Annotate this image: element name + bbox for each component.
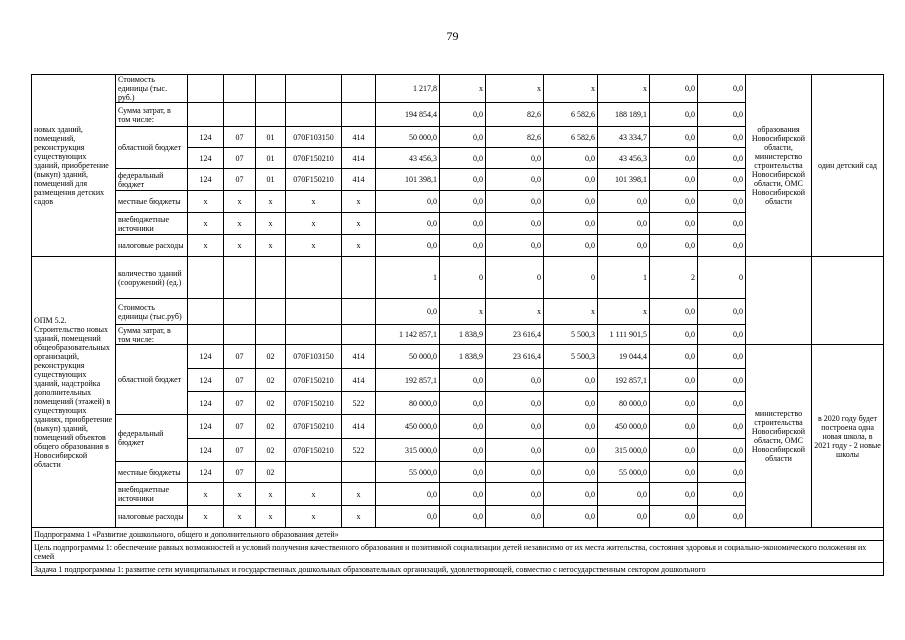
vr-cell: 414 [342, 369, 376, 392]
indicator-cell: внебюджетные источники [116, 483, 188, 506]
value-cell: 0,0 [650, 148, 698, 169]
pr-cell: 02 [256, 462, 286, 483]
value-cell: 0,0 [598, 506, 650, 528]
rz-cell [224, 299, 256, 325]
value-cell: 0,0 [698, 127, 746, 148]
value-cell: 0,0 [376, 213, 440, 235]
value-cell: 0,0 [650, 325, 698, 345]
rz-cell [224, 325, 256, 345]
table-row [32, 75, 884, 103]
grbs-cell: x [188, 506, 224, 528]
value-cell: 0,0 [440, 127, 486, 148]
csr-cell: x [286, 483, 342, 506]
csr-cell: 070F103150 [286, 127, 342, 148]
value-cell: 0,0 [698, 103, 746, 127]
value-cell: 0,0 [698, 169, 746, 191]
grbs-cell: x [188, 483, 224, 506]
rz-cell: 07 [224, 369, 256, 392]
indicator-cell: налоговые расходы [116, 235, 188, 257]
csr-cell: x [286, 506, 342, 528]
value-cell: 0,0 [698, 506, 746, 528]
csr-cell: 070F103150 [286, 345, 342, 369]
value-cell: 315 000,0 [598, 439, 650, 462]
value-cell: 0,0 [650, 483, 698, 506]
pr-cell: 02 [256, 439, 286, 462]
csr-cell: x [286, 235, 342, 257]
vr-cell: x [342, 191, 376, 213]
value-cell: x [440, 299, 486, 325]
table-row [32, 563, 884, 576]
value-cell: 0,0 [698, 392, 746, 415]
value-cell: 1 [376, 257, 440, 299]
grbs-cell [188, 103, 224, 127]
value-cell: 0,0 [650, 127, 698, 148]
value-cell: 0,0 [650, 75, 698, 103]
rz-cell: 07 [224, 169, 256, 191]
value-cell: 0,0 [486, 392, 544, 415]
csr-cell [286, 325, 342, 345]
grbs-cell: 124 [188, 462, 224, 483]
value-cell: 0,0 [650, 506, 698, 528]
pr-cell: 01 [256, 148, 286, 169]
value-cell: 0,0 [486, 191, 544, 213]
table-row [32, 257, 884, 299]
indicator-cell: Стоимость единицы (тыс.руб) [116, 299, 188, 325]
value-cell: 0,0 [544, 439, 598, 462]
value-cell: 6 582,6 [544, 103, 598, 127]
rz-cell: x [224, 235, 256, 257]
csr-cell [286, 75, 342, 103]
value-cell: 43 456,3 [598, 148, 650, 169]
grbs-cell: 124 [188, 369, 224, 392]
value-cell: 0,0 [650, 439, 698, 462]
program-table [31, 74, 884, 576]
grbs-cell [188, 325, 224, 345]
value-cell: 5 500,3 [544, 325, 598, 345]
footer-subprogram: Подпрограмма 1 «Развитие дошкольного, общего и дополнительного образования детей» [32, 528, 884, 541]
value-cell: 0,0 [440, 462, 486, 483]
value-cell: x [544, 299, 598, 325]
pr-cell [256, 325, 286, 345]
vr-cell [342, 325, 376, 345]
table-row [32, 528, 884, 541]
value-cell: 0,0 [376, 299, 440, 325]
pr-cell [256, 103, 286, 127]
csr-cell: x [286, 191, 342, 213]
vr-cell: x [342, 506, 376, 528]
vr-cell [342, 462, 376, 483]
value-cell: 0,0 [698, 299, 746, 325]
value-cell: 55 000,0 [598, 462, 650, 483]
pr-cell: 01 [256, 169, 286, 191]
vr-cell [342, 103, 376, 127]
vr-cell: x [342, 235, 376, 257]
vr-cell: 522 [342, 439, 376, 462]
value-cell: 0,0 [650, 299, 698, 325]
value-cell: 0,0 [376, 506, 440, 528]
value-cell: 0 [440, 257, 486, 299]
value-cell: 0,0 [698, 75, 746, 103]
value-cell: 0,0 [440, 169, 486, 191]
value-cell: 0,0 [698, 325, 746, 345]
value-cell: 0,0 [698, 235, 746, 257]
value-cell: 82,6 [486, 103, 544, 127]
value-cell: 1 838,9 [440, 345, 486, 369]
value-cell: 23 616,4 [486, 345, 544, 369]
value-cell: 0,0 [698, 345, 746, 369]
value-cell: 0,0 [486, 213, 544, 235]
pr-cell: 02 [256, 392, 286, 415]
result-cell: в 2020 году будет построена одна новая школа, в 2021 году - 2 новые школы [812, 345, 884, 528]
grbs-cell [188, 75, 224, 103]
value-cell: 101 398,1 [376, 169, 440, 191]
indicator-cell: Сумма затрат, в том числе: [116, 325, 188, 345]
value-cell: 0,0 [698, 439, 746, 462]
grbs-cell [188, 257, 224, 299]
rz-cell [224, 75, 256, 103]
value-cell: x [544, 75, 598, 103]
value-cell: 450 000,0 [376, 415, 440, 439]
value-cell: 80 000,0 [598, 392, 650, 415]
value-cell: 0,0 [440, 213, 486, 235]
rz-cell: 07 [224, 148, 256, 169]
value-cell: 0 [698, 257, 746, 299]
value-cell: 1 142 857,1 [376, 325, 440, 345]
grbs-cell: x [188, 235, 224, 257]
value-cell: 0,0 [376, 483, 440, 506]
vr-cell: 414 [342, 127, 376, 148]
value-cell: 0,0 [650, 369, 698, 392]
csr-cell: 070F150210 [286, 439, 342, 462]
rz-cell: x [224, 483, 256, 506]
csr-cell [286, 103, 342, 127]
pr-cell: x [256, 213, 286, 235]
value-cell: 0,0 [544, 506, 598, 528]
value-cell: x [598, 75, 650, 103]
value-cell: 0,0 [650, 169, 698, 191]
pr-cell: x [256, 191, 286, 213]
value-cell: 0,0 [544, 169, 598, 191]
value-cell: 188 189,1 [598, 103, 650, 127]
value-cell: 0,0 [440, 191, 486, 213]
indicator-cell: налоговые расходы [116, 506, 188, 528]
value-cell: 0,0 [650, 345, 698, 369]
rz-cell [224, 257, 256, 299]
rz-cell: 07 [224, 127, 256, 148]
value-cell: 0,0 [544, 235, 598, 257]
value-cell: 0,0 [486, 235, 544, 257]
value-cell: 6 582,6 [544, 127, 598, 148]
csr-cell: 070F150210 [286, 148, 342, 169]
value-cell: 19 044,4 [598, 345, 650, 369]
value-cell: 0,0 [486, 483, 544, 506]
value-cell: 50 000,0 [376, 127, 440, 148]
value-cell: 1 [598, 257, 650, 299]
grbs-cell: 124 [188, 345, 224, 369]
csr-cell: 070F150210 [286, 369, 342, 392]
value-cell: 0,0 [650, 235, 698, 257]
value-cell: 23 616,4 [486, 325, 544, 345]
value-cell: 0 [544, 257, 598, 299]
csr-cell: 070F150210 [286, 415, 342, 439]
value-cell: 0,0 [698, 483, 746, 506]
pr-cell: 02 [256, 369, 286, 392]
value-cell: 80 000,0 [376, 392, 440, 415]
value-cell: 50 000,0 [376, 345, 440, 369]
indicator-cell: Стоимость единицы (тыс. руб.) [116, 75, 188, 103]
indicator-cell: внебюджетные источники [116, 213, 188, 235]
value-cell: 43 334,7 [598, 127, 650, 148]
vr-cell: 522 [342, 392, 376, 415]
value-cell: 0,0 [440, 235, 486, 257]
pr-cell [256, 75, 286, 103]
value-cell: 0,0 [486, 169, 544, 191]
indicator-cell: Сумма затрат, в том числе: [116, 103, 188, 127]
rz-cell: x [224, 191, 256, 213]
rz-cell: x [224, 213, 256, 235]
rz-cell [224, 103, 256, 127]
value-cell: 0,0 [440, 392, 486, 415]
value-cell: 0,0 [650, 392, 698, 415]
rz-cell: 07 [224, 439, 256, 462]
executor-empty-cell [746, 257, 812, 345]
value-cell: 0,0 [440, 483, 486, 506]
value-cell: 0,0 [650, 191, 698, 213]
executor-cell: образования Новосибирской области, министерство строительства Новосибирской области, ОМС Новосибирской области [746, 75, 812, 257]
event-cell: новых зданий, помещений, реконструкция существующих зданий, приобретение (выкуп) зданий, помещений для размещения детских садов [32, 75, 116, 257]
value-cell: 0,0 [544, 369, 598, 392]
footer-goal: Цель подпрограммы 1: обеспечение равных возможностей и условий получения качественного образования и позитивной социализации детей независимо от их места жительства, состояния здоровья и социально-экономического положения их семей [32, 541, 884, 563]
value-cell: 0,0 [440, 103, 486, 127]
value-cell: 0,0 [650, 103, 698, 127]
value-cell: 192 857,1 [376, 369, 440, 392]
pr-cell: 02 [256, 415, 286, 439]
value-cell: 0,0 [486, 439, 544, 462]
csr-cell [286, 462, 342, 483]
grbs-cell: 124 [188, 439, 224, 462]
value-cell: 0,0 [650, 213, 698, 235]
pr-cell [256, 257, 286, 299]
value-cell: 0,0 [486, 415, 544, 439]
value-cell: 0,0 [698, 415, 746, 439]
rz-cell: 07 [224, 462, 256, 483]
value-cell: 0,0 [598, 235, 650, 257]
vr-cell [342, 257, 376, 299]
value-cell: 0,0 [598, 191, 650, 213]
value-cell: 5 500,3 [544, 345, 598, 369]
value-cell: 0,0 [544, 191, 598, 213]
vr-cell: 414 [342, 169, 376, 191]
pr-cell: 01 [256, 127, 286, 148]
indicator-cell: федеральный бюджет [116, 169, 188, 191]
value-cell: 315 000,0 [376, 439, 440, 462]
value-cell: 1 838,9 [440, 325, 486, 345]
result-cell: один детский сад [812, 75, 884, 257]
vr-cell: x [342, 213, 376, 235]
vr-cell: 414 [342, 345, 376, 369]
value-cell: 0,0 [486, 506, 544, 528]
value-cell: 0,0 [376, 235, 440, 257]
value-cell: 450 000,0 [598, 415, 650, 439]
value-cell: 0,0 [544, 148, 598, 169]
value-cell: 0,0 [440, 506, 486, 528]
value-cell: 0,0 [544, 483, 598, 506]
value-cell: 55 000,0 [376, 462, 440, 483]
grbs-cell [188, 299, 224, 325]
value-cell: x [440, 75, 486, 103]
value-cell: 101 398,1 [598, 169, 650, 191]
value-cell: 0,0 [440, 439, 486, 462]
executor-cell: министерство строительства Новосибирской области, ОМС Новосибирской области [746, 345, 812, 528]
pr-cell [256, 299, 286, 325]
value-cell: 0,0 [440, 369, 486, 392]
value-cell: 0,0 [650, 462, 698, 483]
value-cell: 43 456,3 [376, 148, 440, 169]
value-cell: 0,0 [440, 148, 486, 169]
grbs-cell: 124 [188, 392, 224, 415]
value-cell: 0,0 [598, 483, 650, 506]
csr-cell [286, 257, 342, 299]
value-cell: 0,0 [544, 462, 598, 483]
value-cell: 0,0 [698, 148, 746, 169]
csr-cell [286, 299, 342, 325]
vr-cell [342, 299, 376, 325]
pr-cell: x [256, 235, 286, 257]
value-cell: 0,0 [698, 191, 746, 213]
pr-cell: x [256, 483, 286, 506]
value-cell: x [486, 75, 544, 103]
pr-cell: x [256, 506, 286, 528]
result-empty-cell [812, 257, 884, 345]
csr-cell: x [286, 213, 342, 235]
footer-task: Задача 1 подпрограммы 1: развитие сети муниципальных и государственных дошкольных образовательных организаций, удовлетворяющей, совместно с негосударственным сектором дошкольного [32, 563, 884, 576]
value-cell: 0 [486, 257, 544, 299]
table-row [32, 345, 884, 369]
value-cell: 0,0 [376, 191, 440, 213]
grbs-cell: x [188, 213, 224, 235]
value-cell: 1 217,8 [376, 75, 440, 103]
grbs-cell: 124 [188, 415, 224, 439]
rz-cell: 07 [224, 415, 256, 439]
value-cell: 0,0 [598, 213, 650, 235]
value-cell: 0,0 [486, 462, 544, 483]
value-cell: 194 854,4 [376, 103, 440, 127]
csr-cell: 070F150210 [286, 169, 342, 191]
vr-cell: x [342, 483, 376, 506]
value-cell: 0,0 [698, 369, 746, 392]
grbs-cell: x [188, 191, 224, 213]
csr-cell: 070F150210 [286, 392, 342, 415]
value-cell: 0,0 [698, 462, 746, 483]
value-cell: 2 [650, 257, 698, 299]
indicator-cell: областной бюджет [116, 127, 188, 169]
value-cell: 0,0 [650, 415, 698, 439]
indicator-cell: местные бюджеты [116, 462, 188, 483]
value-cell: 0,0 [486, 148, 544, 169]
table-row [32, 541, 884, 563]
vr-cell: 414 [342, 148, 376, 169]
vr-cell: 414 [342, 415, 376, 439]
vr-cell [342, 75, 376, 103]
value-cell: 82,6 [486, 127, 544, 148]
value-cell: 0,0 [698, 213, 746, 235]
indicator-cell: федеральный бюджет [116, 415, 188, 462]
value-cell: 0,0 [440, 415, 486, 439]
indicator-cell: количество зданий (сооружений) (ед.) [116, 257, 188, 299]
value-cell: 0,0 [486, 369, 544, 392]
value-cell: 0,0 [544, 415, 598, 439]
value-cell: 1 111 901,5 [598, 325, 650, 345]
value-cell: 192 857,1 [598, 369, 650, 392]
grbs-cell: 124 [188, 169, 224, 191]
indicator-cell: областной бюджет [116, 345, 188, 415]
indicator-cell: местные бюджеты [116, 191, 188, 213]
event-cell: ОПМ 5.2. Строительство новых зданий, помещений общеобразовательных организаций, реконструкция существующих зданий, надстройка дополнительных помещений (этажей) в существующих зданиях, приобретение (выкуп) зданий, помещений объектов общего образования в Новосибирской области [32, 257, 116, 528]
value-cell: 0,0 [544, 392, 598, 415]
grbs-cell: 124 [188, 127, 224, 148]
value-cell: x [486, 299, 544, 325]
grbs-cell: 124 [188, 148, 224, 169]
rz-cell: 07 [224, 392, 256, 415]
value-cell: x [598, 299, 650, 325]
page-number: 79 [446, 29, 459, 43]
pr-cell: 02 [256, 345, 286, 369]
rz-cell: 07 [224, 345, 256, 369]
rz-cell: x [224, 506, 256, 528]
value-cell: 0,0 [544, 213, 598, 235]
